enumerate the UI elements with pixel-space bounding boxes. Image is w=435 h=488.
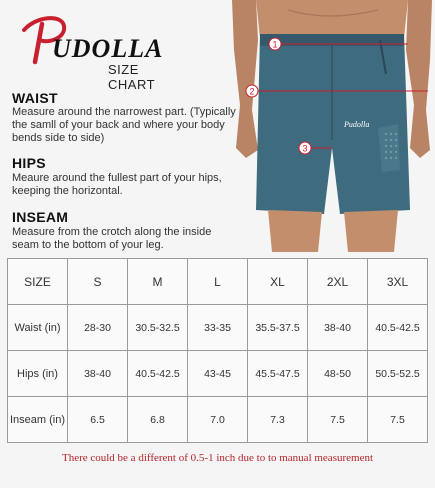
table-cell: 38-40 <box>308 305 368 351</box>
shorts-model-image <box>228 0 435 252</box>
marker-1-label: 1 <box>272 39 278 50</box>
table-cell: 28-30 <box>68 305 128 351</box>
brand-logo <box>18 10 188 92</box>
inseam-description: Measure from the crotch along the inside seam to the bottom of your leg. <box>12 226 212 251</box>
table-row <box>8 351 428 397</box>
table-header-cell: L <box>188 259 248 305</box>
hips-description: Meaure around the fullest part of your hips, keeping the horizontal. <box>12 172 222 197</box>
table-cell: 48-50 <box>308 351 368 397</box>
waist-heading: WAIST <box>12 90 58 106</box>
table-cell: 38-40 <box>68 351 128 397</box>
waist-description: Measure around the narrowest part. (Typically the samll of your back and where your body bends side to side) <box>12 106 236 144</box>
table-cell: 30.5-32.5 <box>128 305 188 351</box>
table-header-row <box>8 259 428 305</box>
table-row <box>8 305 428 351</box>
model-shorts-illustration <box>228 0 435 252</box>
table-row-label: Inseam (in) <box>8 397 68 443</box>
table-cell: 7.5 <box>308 397 368 443</box>
table-header-cell: 2XL <box>308 259 368 305</box>
table-cell: 50.5-52.5 <box>368 351 428 397</box>
table-cell: 7.0 <box>188 397 248 443</box>
table-cell: 7.5 <box>368 397 428 443</box>
marker-1-icon <box>268 37 282 51</box>
table-row <box>8 397 428 443</box>
table-cell: 40.5-42.5 <box>368 305 428 351</box>
table-cell: 33-35 <box>188 305 248 351</box>
marker-2-label: 2 <box>249 86 255 97</box>
table-row-label: Hips (in) <box>8 351 68 397</box>
table-cell: 40.5-42.5 <box>128 351 188 397</box>
size-chart-title: SIZE CHART <box>108 62 156 92</box>
marker-2-icon <box>245 84 259 98</box>
table-row-label: Waist (in) <box>8 305 68 351</box>
marker-3-label: 3 <box>302 143 308 154</box>
table-header-cell: SIZE <box>8 259 68 305</box>
size-table <box>7 258 428 443</box>
brand-name: UDOLLA <box>52 34 164 63</box>
table-cell: 6.5 <box>68 397 128 443</box>
table-header-cell: 3XL <box>368 259 428 305</box>
hips-heading: HIPS <box>12 155 46 171</box>
table-header-cell: M <box>128 259 188 305</box>
table-cell: 6.8 <box>128 397 188 443</box>
table-header-cell: XL <box>248 259 308 305</box>
marker-3-icon <box>298 141 312 155</box>
inseam-heading: INSEAM <box>12 209 69 225</box>
table-cell: 43-45 <box>188 351 248 397</box>
measurement-footnote: There could be a different of 0.5-1 inch due to to manual measurement <box>61 452 374 464</box>
table-cell: 35.5-37.5 <box>248 305 308 351</box>
table-header-cell: S <box>68 259 128 305</box>
shorts-logo: Pudolla <box>344 120 370 129</box>
table-cell: 7.3 <box>248 397 308 443</box>
table-cell: 45.5-47.5 <box>248 351 308 397</box>
